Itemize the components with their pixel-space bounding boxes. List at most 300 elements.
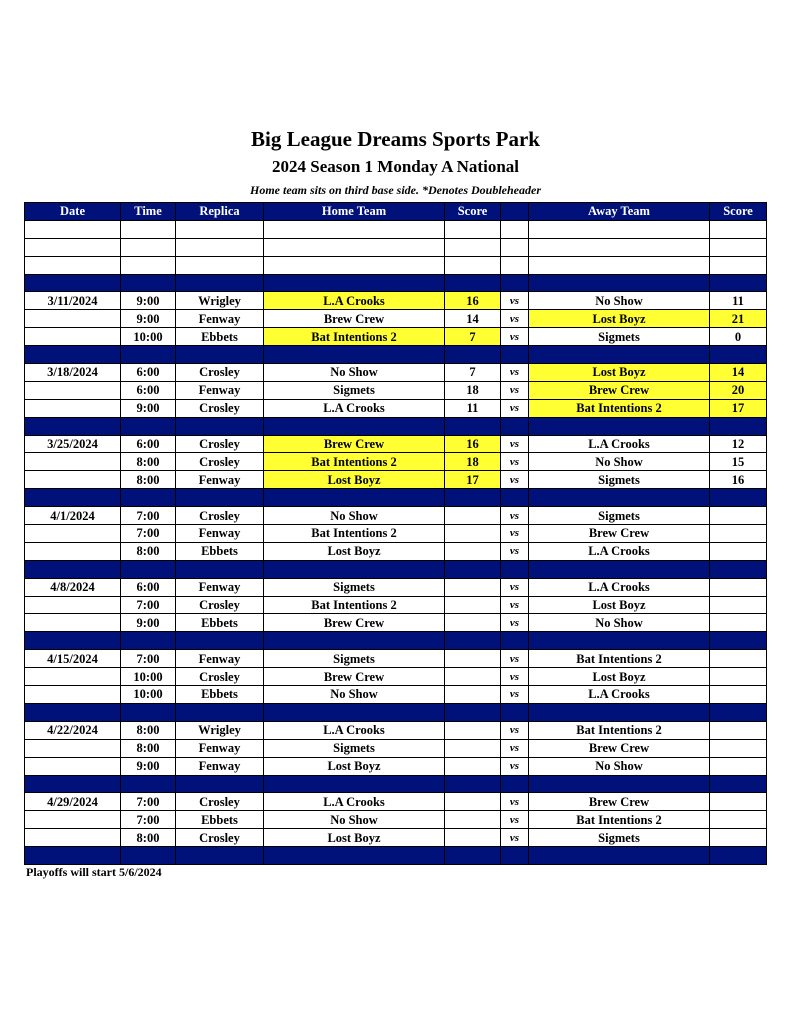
game-row	[25, 668, 767, 686]
blank-row	[25, 256, 767, 274]
replica-cell: Crosley	[176, 829, 264, 847]
separator-cell	[501, 417, 529, 435]
vs-cell: vs	[501, 507, 529, 525]
separator-cell	[445, 417, 501, 435]
replica-cell: Fenway	[176, 525, 264, 543]
blank-cell	[121, 220, 176, 238]
home-score-cell	[445, 614, 501, 632]
away-score-cell: 17	[710, 399, 767, 417]
separator-cell	[176, 847, 264, 865]
home-score-cell: 16	[445, 292, 501, 310]
home-team-cell: Sigmets	[264, 739, 445, 757]
game-row	[25, 811, 767, 829]
away-score-cell: 0	[710, 328, 767, 346]
separator-cell	[710, 346, 767, 364]
away-score-cell: 21	[710, 310, 767, 328]
home-team-cell: Sigmets	[264, 578, 445, 596]
vs-cell: vs	[501, 542, 529, 560]
home-team-cell: Brew Crew	[264, 310, 445, 328]
vs-cell: vs	[501, 614, 529, 632]
home-team-cell: Sigmets	[264, 381, 445, 399]
schedule-table	[24, 202, 767, 865]
separator-cell	[121, 847, 176, 865]
date-cell: 4/22/2024	[25, 721, 121, 739]
separator-cell	[501, 632, 529, 650]
home-team-cell: Bat Intentions 2	[264, 328, 445, 346]
date-cell	[25, 471, 121, 489]
date-cell	[25, 381, 121, 399]
col-header-home-score: Score	[445, 203, 501, 221]
separator-cell	[121, 560, 176, 578]
date-cell	[25, 310, 121, 328]
separator-cell	[121, 632, 176, 650]
page-subtitle: 2024 Season 1 Monday A National	[271, 157, 519, 176]
separator-cell	[710, 847, 767, 865]
away-team-cell: Sigmets	[529, 471, 710, 489]
home-team-cell: Lost Boyz	[264, 757, 445, 775]
replica-cell: Wrigley	[176, 721, 264, 739]
home-score-cell	[445, 793, 501, 811]
separator-cell	[710, 489, 767, 507]
away-team-cell: L.A Crooks	[529, 435, 710, 453]
blank-cell	[710, 256, 767, 274]
game-row	[25, 721, 767, 739]
away-team-cell: Sigmets	[529, 328, 710, 346]
replica-cell: Fenway	[176, 310, 264, 328]
away-team-cell: Sigmets	[529, 829, 710, 847]
home-team-cell: Brew Crew	[264, 614, 445, 632]
separator-cell	[176, 489, 264, 507]
col-header-home-team: Home Team	[264, 203, 445, 221]
away-score-cell	[710, 578, 767, 596]
away-team-cell: No Show	[529, 453, 710, 471]
separator-cell	[25, 847, 121, 865]
separator-cell	[529, 489, 710, 507]
separator-cell	[445, 775, 501, 793]
separator-cell	[25, 560, 121, 578]
separator-cell	[445, 560, 501, 578]
replica-cell: Fenway	[176, 739, 264, 757]
home-score-cell	[445, 721, 501, 739]
home-score-cell	[445, 668, 501, 686]
game-row	[25, 650, 767, 668]
separator-cell	[501, 775, 529, 793]
separator-row	[25, 489, 767, 507]
away-score-cell	[710, 757, 767, 775]
home-team-cell: Brew Crew	[264, 435, 445, 453]
blank-cell	[710, 220, 767, 238]
replica-cell: Fenway	[176, 381, 264, 399]
home-score-cell: 18	[445, 381, 501, 399]
time-cell: 6:00	[121, 435, 176, 453]
replica-cell: Crosley	[176, 507, 264, 525]
home-score-cell: 7	[445, 364, 501, 382]
away-score-cell	[710, 668, 767, 686]
game-row	[25, 596, 767, 614]
game-row	[25, 453, 767, 471]
separator-cell	[445, 703, 501, 721]
separator-cell	[264, 274, 445, 292]
time-cell: 10:00	[121, 328, 176, 346]
game-row	[25, 542, 767, 560]
separator-cell	[176, 274, 264, 292]
vs-cell: vs	[501, 435, 529, 453]
date-cell	[25, 525, 121, 543]
vs-cell: vs	[501, 829, 529, 847]
col-header-away-score: Score	[710, 203, 767, 221]
away-score-cell: 12	[710, 435, 767, 453]
game-row	[25, 328, 767, 346]
away-team-cell: Lost Boyz	[529, 668, 710, 686]
date-cell	[25, 614, 121, 632]
separator-cell	[445, 274, 501, 292]
separator-cell	[501, 703, 529, 721]
date-cell	[25, 328, 121, 346]
vs-cell: vs	[501, 650, 529, 668]
col-header-time: Time	[121, 203, 176, 221]
home-team-cell: Brew Crew	[264, 668, 445, 686]
date-cell	[25, 399, 121, 417]
game-row	[25, 364, 767, 382]
separator-row	[25, 847, 767, 865]
date-cell: 3/25/2024	[25, 435, 121, 453]
time-cell: 6:00	[121, 578, 176, 596]
home-score-cell	[445, 829, 501, 847]
time-cell: 7:00	[121, 525, 176, 543]
home-score-cell	[445, 542, 501, 560]
away-score-cell	[710, 721, 767, 739]
col-header-date: Date	[25, 203, 121, 221]
separator-cell	[264, 560, 445, 578]
game-row	[25, 471, 767, 489]
blank-cell	[529, 238, 710, 256]
replica-cell: Fenway	[176, 471, 264, 489]
date-cell: 4/8/2024	[25, 578, 121, 596]
vs-cell: vs	[501, 721, 529, 739]
schedule-body	[25, 220, 767, 864]
separator-cell	[501, 274, 529, 292]
away-team-cell: Lost Boyz	[529, 310, 710, 328]
away-score-cell: 14	[710, 364, 767, 382]
separator-cell	[25, 489, 121, 507]
date-cell	[25, 542, 121, 560]
away-score-cell	[710, 793, 767, 811]
date-cell	[25, 829, 121, 847]
separator-cell	[121, 703, 176, 721]
home-score-cell: 11	[445, 399, 501, 417]
home-team-cell: Bat Intentions 2	[264, 453, 445, 471]
separator-cell	[25, 632, 121, 650]
home-team-cell: Bat Intentions 2	[264, 596, 445, 614]
separator-row	[25, 560, 767, 578]
away-team-cell: Brew Crew	[529, 525, 710, 543]
blank-cell	[25, 238, 121, 256]
away-team-cell: No Show	[529, 614, 710, 632]
replica-cell: Crosley	[176, 793, 264, 811]
separator-cell	[445, 847, 501, 865]
date-cell: 4/15/2024	[25, 650, 121, 668]
game-row	[25, 507, 767, 525]
blank-cell	[529, 220, 710, 238]
separator-cell	[264, 632, 445, 650]
away-team-cell: Bat Intentions 2	[529, 650, 710, 668]
date-cell	[25, 811, 121, 829]
game-row	[25, 399, 767, 417]
separator-cell	[529, 775, 710, 793]
blank-cell	[501, 256, 529, 274]
home-team-cell: No Show	[264, 507, 445, 525]
col-header-vs	[501, 203, 529, 221]
replica-cell: Ebbets	[176, 328, 264, 346]
separator-cell	[501, 489, 529, 507]
vs-cell: vs	[501, 399, 529, 417]
home-score-cell	[445, 507, 501, 525]
away-team-cell: No Show	[529, 292, 710, 310]
away-score-cell	[710, 614, 767, 632]
away-score-cell	[710, 596, 767, 614]
home-team-cell: Lost Boyz	[264, 542, 445, 560]
date-cell: 4/29/2024	[25, 793, 121, 811]
time-cell: 8:00	[121, 542, 176, 560]
separator-cell	[501, 847, 529, 865]
separator-row	[25, 775, 767, 793]
home-team-cell: Sigmets	[264, 650, 445, 668]
replica-cell: Crosley	[176, 596, 264, 614]
away-team-cell: L.A Crooks	[529, 578, 710, 596]
game-row	[25, 292, 767, 310]
vs-cell: vs	[501, 739, 529, 757]
home-score-cell	[445, 596, 501, 614]
separator-cell	[501, 560, 529, 578]
game-row	[25, 757, 767, 775]
away-score-cell	[710, 650, 767, 668]
away-team-cell: Sigmets	[529, 507, 710, 525]
blank-cell	[176, 238, 264, 256]
separator-cell	[176, 346, 264, 364]
blank-cell	[264, 256, 445, 274]
col-header-replica: Replica	[176, 203, 264, 221]
time-cell: 9:00	[121, 614, 176, 632]
game-row	[25, 435, 767, 453]
separator-cell	[121, 775, 176, 793]
separator-cell	[264, 775, 445, 793]
separator-cell	[176, 775, 264, 793]
away-score-cell	[710, 542, 767, 560]
away-team-cell: Brew Crew	[529, 793, 710, 811]
time-cell: 8:00	[121, 739, 176, 757]
separator-cell	[710, 775, 767, 793]
replica-cell: Crosley	[176, 668, 264, 686]
away-score-cell: 20	[710, 381, 767, 399]
away-team-cell: No Show	[529, 757, 710, 775]
away-team-cell: Bat Intentions 2	[529, 811, 710, 829]
home-team-cell: L.A Crooks	[264, 292, 445, 310]
time-cell: 9:00	[121, 757, 176, 775]
blank-cell	[121, 238, 176, 256]
separator-cell	[121, 489, 176, 507]
home-team-cell: Lost Boyz	[264, 471, 445, 489]
blank-cell	[176, 256, 264, 274]
time-cell: 7:00	[121, 793, 176, 811]
playoffs-note: Playoffs will start 5/6/2024	[26, 865, 162, 879]
away-team-cell: Lost Boyz	[529, 364, 710, 382]
time-cell: 7:00	[121, 811, 176, 829]
away-team-cell: Bat Intentions 2	[529, 721, 710, 739]
time-cell: 9:00	[121, 310, 176, 328]
away-score-cell: 16	[710, 471, 767, 489]
replica-cell: Fenway	[176, 650, 264, 668]
away-score-cell	[710, 525, 767, 543]
time-cell: 6:00	[121, 381, 176, 399]
vs-cell: vs	[501, 686, 529, 704]
time-cell: 7:00	[121, 596, 176, 614]
separator-cell	[529, 560, 710, 578]
home-team-note: Home team sits on third base side. *Denotes Doubleheader	[250, 183, 541, 197]
blank-cell	[501, 220, 529, 238]
date-cell	[25, 453, 121, 471]
home-score-cell	[445, 686, 501, 704]
game-row	[25, 525, 767, 543]
blank-cell	[710, 238, 767, 256]
separator-cell	[264, 847, 445, 865]
blank-cell	[264, 238, 445, 256]
away-team-cell: L.A Crooks	[529, 686, 710, 704]
date-cell: 3/11/2024	[25, 292, 121, 310]
page-title: Big League Dreams Sports Park	[251, 127, 540, 151]
separator-cell	[710, 703, 767, 721]
separator-cell	[445, 346, 501, 364]
separator-cell	[176, 560, 264, 578]
vs-cell: vs	[501, 668, 529, 686]
game-row	[25, 614, 767, 632]
time-cell: 9:00	[121, 292, 176, 310]
replica-cell: Crosley	[176, 435, 264, 453]
replica-cell: Crosley	[176, 364, 264, 382]
blank-row	[25, 238, 767, 256]
vs-cell: vs	[501, 811, 529, 829]
blank-cell	[445, 256, 501, 274]
home-score-cell: 14	[445, 310, 501, 328]
game-row	[25, 739, 767, 757]
time-cell: 7:00	[121, 650, 176, 668]
separator-cell	[121, 274, 176, 292]
replica-cell: Fenway	[176, 757, 264, 775]
away-team-cell: Bat Intentions 2	[529, 399, 710, 417]
time-cell: 6:00	[121, 364, 176, 382]
replica-cell: Wrigley	[176, 292, 264, 310]
home-score-cell	[445, 739, 501, 757]
separator-cell	[25, 703, 121, 721]
separator-cell	[264, 703, 445, 721]
date-cell	[25, 686, 121, 704]
vs-cell: vs	[501, 453, 529, 471]
separator-row	[25, 417, 767, 435]
date-cell: 4/1/2024	[25, 507, 121, 525]
separator-cell	[710, 274, 767, 292]
game-row	[25, 686, 767, 704]
date-cell: 3/18/2024	[25, 364, 121, 382]
vs-cell: vs	[501, 757, 529, 775]
vs-cell: vs	[501, 578, 529, 596]
separator-cell	[445, 632, 501, 650]
vs-cell: vs	[501, 364, 529, 382]
time-cell: 9:00	[121, 399, 176, 417]
vs-cell: vs	[501, 793, 529, 811]
separator-cell	[121, 417, 176, 435]
separator-cell	[445, 489, 501, 507]
blank-cell	[501, 238, 529, 256]
vs-cell: vs	[501, 292, 529, 310]
away-team-cell: L.A Crooks	[529, 542, 710, 560]
vs-cell: vs	[501, 525, 529, 543]
home-team-cell: No Show	[264, 686, 445, 704]
separator-row	[25, 274, 767, 292]
separator-cell	[710, 417, 767, 435]
away-team-cell: Brew Crew	[529, 739, 710, 757]
replica-cell: Crosley	[176, 399, 264, 417]
home-team-cell: L.A Crooks	[264, 399, 445, 417]
home-team-cell: No Show	[264, 811, 445, 829]
separator-cell	[25, 346, 121, 364]
separator-cell	[529, 417, 710, 435]
blank-cell	[529, 256, 710, 274]
home-score-cell: 16	[445, 435, 501, 453]
header-row	[25, 203, 767, 221]
game-row	[25, 310, 767, 328]
vs-cell: vs	[501, 596, 529, 614]
game-row	[25, 381, 767, 399]
separator-cell	[501, 346, 529, 364]
away-score-cell: 11	[710, 292, 767, 310]
separator-cell	[25, 274, 121, 292]
home-team-cell: Lost Boyz	[264, 829, 445, 847]
separator-cell	[176, 632, 264, 650]
home-team-cell: No Show	[264, 364, 445, 382]
separator-row	[25, 346, 767, 364]
time-cell: 8:00	[121, 721, 176, 739]
game-row	[25, 793, 767, 811]
away-team-cell: Lost Boyz	[529, 596, 710, 614]
blank-cell	[25, 220, 121, 238]
separator-cell	[529, 703, 710, 721]
separator-cell	[25, 417, 121, 435]
replica-cell: Ebbets	[176, 542, 264, 560]
time-cell: 8:00	[121, 829, 176, 847]
home-score-cell	[445, 811, 501, 829]
home-score-cell: 18	[445, 453, 501, 471]
away-score-cell	[710, 507, 767, 525]
away-score-cell	[710, 811, 767, 829]
date-cell	[25, 739, 121, 757]
separator-cell	[529, 632, 710, 650]
time-cell: 8:00	[121, 453, 176, 471]
replica-cell: Ebbets	[176, 614, 264, 632]
separator-cell	[121, 346, 176, 364]
away-team-cell: Brew Crew	[529, 381, 710, 399]
date-cell	[25, 668, 121, 686]
home-score-cell: 7	[445, 328, 501, 346]
blank-cell	[445, 238, 501, 256]
separator-cell	[710, 560, 767, 578]
replica-cell: Fenway	[176, 578, 264, 596]
separator-cell	[264, 346, 445, 364]
separator-cell	[529, 346, 710, 364]
away-score-cell	[710, 686, 767, 704]
home-score-cell	[445, 578, 501, 596]
separator-cell	[176, 417, 264, 435]
time-cell: 10:00	[121, 668, 176, 686]
replica-cell: Ebbets	[176, 686, 264, 704]
